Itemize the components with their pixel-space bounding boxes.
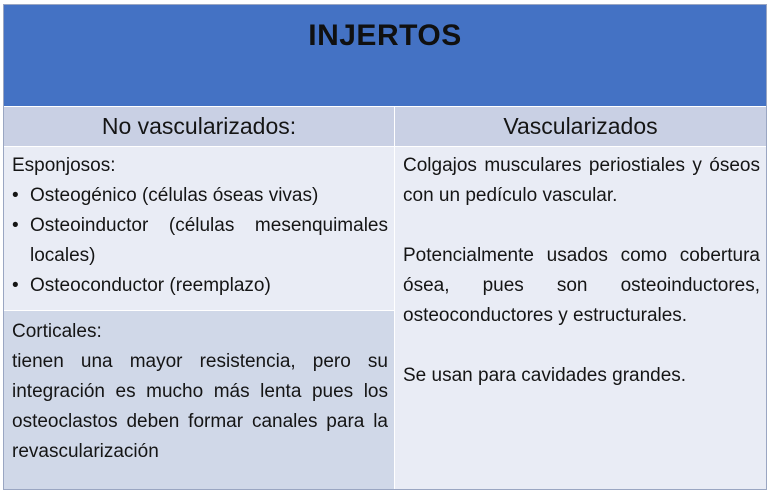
- header-vascularized: Vascularizados: [394, 107, 766, 146]
- spacer: [403, 331, 760, 361]
- bullet-icon: •: [12, 275, 19, 296]
- list-item-text: Osteoinductor (células mesenquimales locales): [30, 215, 388, 266]
- cell-cortical: [4, 311, 394, 489]
- list-item-text: Osteogénico (células óseas vivas): [30, 185, 319, 206]
- bullet-icon: •: [12, 185, 19, 206]
- cancellous-list: [12, 181, 388, 301]
- list-item: [12, 271, 388, 301]
- header-row: [4, 107, 766, 147]
- cortical-text: tienen una mayor resistencia, pero su integración es mucho más lenta pues los osteoclastos deben formar canales para la revascularización: [12, 351, 388, 462]
- cancellous-label: Esponjosos:: [12, 155, 116, 176]
- title-band: [4, 5, 766, 107]
- list-item: [12, 181, 388, 211]
- spacer: [403, 211, 760, 241]
- list-item-text: Osteoconductor (reemplazo): [30, 275, 271, 296]
- bullet-icon: •: [12, 215, 19, 236]
- cortical-label: Corticales:: [12, 321, 102, 342]
- grafts-table: [3, 4, 767, 490]
- header-non-vascularized: No vascularizados:: [101, 113, 297, 139]
- cell-vascularized: [394, 147, 766, 489]
- vascularized-description: Colgajos musculares periostiales y óseos con un pedículo vascular.: [403, 155, 760, 206]
- cell-cancellous: [4, 147, 394, 311]
- table-title: INJERTOS: [308, 19, 462, 52]
- vascularized-indication: Se usan para cavidades grandes.: [403, 365, 687, 386]
- list-item: [12, 211, 388, 271]
- vascularized-usage: Potencialmente usados como cobertura ósea, pues son osteoinductores, osteoconductores y estructurales.: [403, 245, 760, 326]
